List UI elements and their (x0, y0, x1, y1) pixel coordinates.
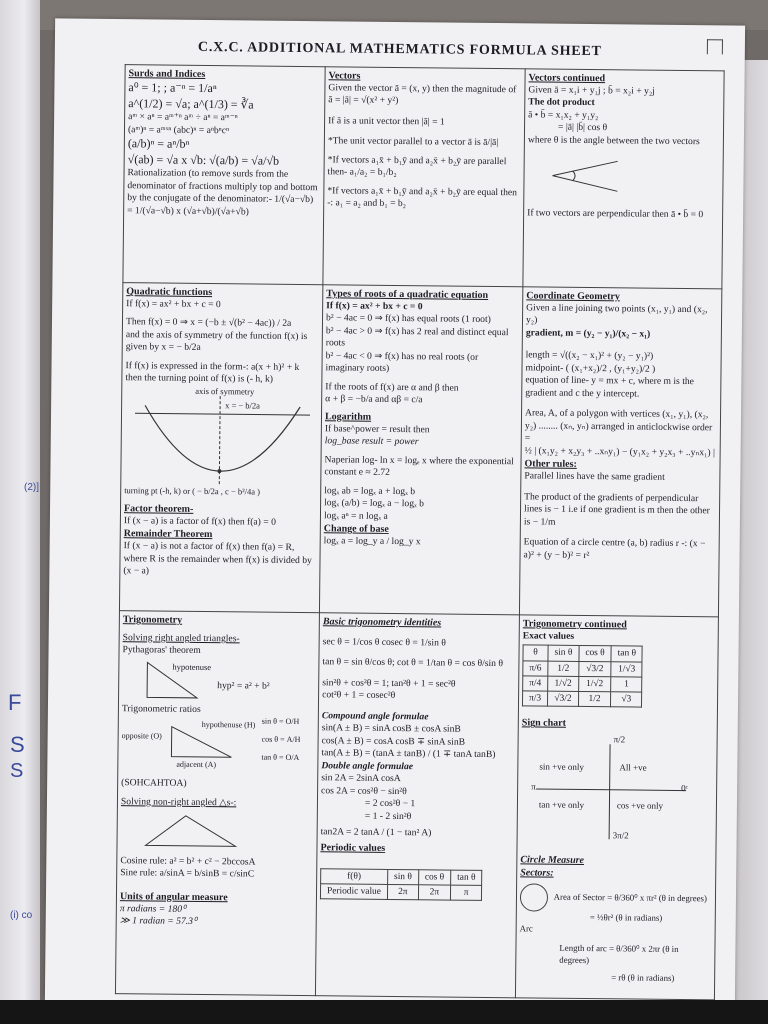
quadrant-label: tan +ve only (538, 799, 585, 811)
sign-chart (531, 734, 692, 846)
table-cell: √3/2 (548, 691, 579, 707)
axis-label: axis of symmetry (195, 385, 255, 397)
table-cell: √3 (611, 692, 642, 708)
section-heading: Units of angular measure (119, 890, 228, 904)
formula-line: Pythagoras' theorem (122, 644, 201, 657)
table-cell: 2π (387, 884, 418, 900)
sector-icon (520, 884, 548, 912)
formula-line: tan θ = sin θ/cos θ; cot θ = 1/tan θ = cos θ/sin θ (322, 656, 504, 670)
section-heading: Vectors continued (528, 72, 606, 85)
subheading: Exact values (522, 630, 575, 642)
cos-ratio: cos θ = A/H (261, 735, 301, 745)
tan-ratio: tan θ = O/A (261, 753, 300, 763)
formula-line: (aᵐ)ⁿ = aᵐˣⁿ (abc)ⁿ = aⁿbⁿcⁿ (127, 123, 230, 136)
table-cell: √3/2 (579, 661, 612, 677)
subheading: Solving right angled triangles- (122, 632, 240, 645)
formula-line: logₓ aⁿ = n logₓ a (323, 509, 388, 522)
margin-note: S (10, 732, 25, 757)
table-header-cell: sin θ (388, 869, 419, 885)
axis-equation: x = − b/2a (225, 400, 261, 411)
exact-values-table (522, 645, 643, 708)
section-heading: Coordinate Geometry (526, 290, 620, 303)
quadrant-label: π (531, 781, 536, 792)
formula-line: = 1 - 2 sin²θ (364, 810, 412, 822)
table-cell: 1/2 (578, 692, 611, 708)
periodic-values-table (320, 868, 483, 901)
formula-line: b² − 4ac > 0 ⇒ f(x) has 2 real and distinct equal roots (325, 325, 509, 349)
formula-line: cos 2A = cos²θ − sin²θ (321, 784, 407, 797)
table-cell: π/4 (523, 676, 548, 691)
formula-line: Parallel lines have the same gradient (524, 470, 665, 483)
axis-horizontal (536, 789, 686, 792)
formula-line: logₓ ab = logₓ a + logₓ b (324, 484, 416, 497)
trig-continued-section (515, 614, 718, 999)
formula-line: a^(1/2) = √a; a^(1/3) = ∛a (128, 95, 254, 112)
table-cell: 2π (418, 885, 451, 901)
formula-line: b² − 4ac = 0 ⇒ f(x) has equal roots (1 root) (325, 312, 491, 326)
formula-line: and the axis of symmetry of the function f(x) is given by x = − b/2a (125, 329, 308, 354)
vector-angle-icon (547, 153, 627, 200)
table-header-cell: cos θ (418, 869, 451, 885)
vectors-continued-section (522, 68, 723, 288)
vectors-section (322, 66, 524, 286)
section-heading: Types of roots of a quadratic equation (326, 288, 489, 301)
formula-line: sin(A ± B) = sinA cosB ± cosA sinB (321, 722, 461, 736)
section-heading: Other rules: (524, 458, 577, 471)
formula-line: Length of arc = θ/360⁰ x 2πr (θ in degrees) (559, 942, 679, 965)
formula-line: √(ab) = √a x √b: √(a/b) = √a/√b (127, 151, 280, 168)
formula-line: aᵐ × aⁿ = aᵐ⁺ⁿ aᵐ ÷ aⁿ = aᵐ⁻ⁿ (128, 111, 238, 124)
table-header-cell: cos θ (579, 646, 612, 662)
table-cell: 1/√2 (578, 676, 611, 692)
formula-line: ≫ 1 radian = 57.3⁰ (119, 915, 197, 928)
page-title: C.X.C. ADDITIONAL MATHEMATICS FORMULA SHEET (197, 39, 602, 60)
parabola-figure (124, 385, 317, 487)
formula-line: Given ā = x₁i + y₁j ; b̄ = x₂i + y₂j (528, 84, 655, 97)
right-triangle-figure (122, 657, 314, 705)
section-heading: Remainder Theorem (123, 528, 213, 541)
formula-line: cos(A ± B) = cosA cosB ∓ sinA sinB (321, 735, 466, 748)
formula-line: Given the vector ā = (x, y) then the magnitude of ā = |ā| = √(x² + y²) (328, 82, 517, 107)
quadrant-label: sin +ve only (539, 761, 584, 773)
formula-line: (SOHCAHTOA) (121, 777, 187, 790)
section-heading: Compound angle formulae (321, 710, 429, 723)
formula-line: The product of the gradients of perpendicular lines is − 1 i.e if one gradient is m then the other is − 1/m (523, 490, 710, 528)
formula-line: log_base result = power (324, 435, 419, 448)
table-cell: π/3 (522, 691, 547, 706)
formula-line: If (x − a) is a factor of f(x) then f(a) = 0 (123, 515, 276, 528)
formula-line: If ā is a unit vector then |ā| = 1 (328, 115, 445, 128)
section-heading: Change of base (323, 523, 389, 535)
formula-line: *If vectors a₁x̄ + b₁ȳ and a₂x̄ + b₂ȳ are equal then -: a₁ = a₂ and b₁ = b₂ (327, 185, 518, 210)
sine-rule: Sine rule: a/sinA = b/sinB = c/sinC (120, 867, 255, 880)
formula-line: If f(x) = ax² + bx + c = 0 (326, 300, 423, 313)
identities-section (315, 612, 519, 997)
section-heading: Circle Measure (520, 854, 585, 867)
circle-equation: Equation of a circle centre (a, b) radius r -: (x − a)² + (y − b)² = r² (523, 536, 706, 561)
surds-section (122, 64, 324, 284)
section-heading: Trigonometry continued (522, 618, 627, 631)
coordinate-geometry-section (519, 286, 721, 616)
opposite-label: opposite (O) (121, 731, 162, 741)
formula-line: *If vectors a₁x̄ + b₁ȳ and a₂x̄ + b₂ȳ are parallel then- a₁/a₂ = b₁/b₂ (327, 154, 507, 179)
hypotenuse-label: hypothenuse (H) (201, 720, 256, 730)
formula-line: *The unit vector parallel to a vector ā is ā/|ā| (327, 135, 499, 149)
section-heading: Vectors (328, 70, 361, 82)
formula-grid (115, 64, 725, 1000)
corner-mark (707, 39, 723, 54)
section-heading: Trigonometry (122, 614, 183, 626)
formula-line: (a/b)ⁿ = aⁿ/bⁿ (127, 136, 190, 151)
formula-line: Area of Sector = θ/360⁰ x πr² (θ in degrees) (553, 892, 707, 904)
perpendicular-rule: If two vectors are perpendicular then ā • b̄ = 0 (527, 207, 704, 221)
table-cell: 1 (611, 677, 642, 693)
formula-line: equation of line- y = mx + c, where m is the gradient and c the y intercept. (525, 374, 694, 400)
formula-line: = |ā| |b̄| cos θ (557, 122, 608, 134)
formula-line: The dot product (528, 96, 595, 109)
formula-line: If f(x) = ax² + bx + c = 0 (126, 298, 221, 311)
formula-line: sin²θ + cos²θ = 1; tan²θ + 1 = sec²θ (322, 677, 456, 690)
table-cell: 1/√3 (611, 661, 642, 677)
axis-vertical (609, 745, 611, 840)
parabola-graph (124, 385, 315, 487)
table-header-cell: f(θ) (321, 868, 388, 884)
formula-line: logₓ (a/b) = logₓ a − logₓ b (324, 497, 425, 510)
section-heading: Quadratic functions (126, 286, 213, 299)
formula-line: If f(x) is expressed in the form-: a(x + h)² + k then the turning point of f(x) is (- h, k) (125, 360, 300, 386)
adjacent-label: adjacent (A) (176, 760, 217, 770)
formula-line: If base^power = result then (324, 423, 430, 436)
section-heading: Factor theorem- (123, 503, 194, 515)
margin-note: S (10, 760, 24, 782)
table-cell: 1/2 (548, 661, 579, 677)
formula-line: = 2 cos²θ − 1 (364, 797, 416, 810)
triangle-icon (140, 811, 240, 852)
formula-sheet (45, 18, 745, 1007)
table-cell: π (450, 885, 481, 901)
table-header-cell: sin θ (548, 646, 579, 662)
quadrant-label: All +ve (619, 762, 647, 773)
subheading: Sectors: (520, 867, 554, 880)
formula-line: logₓ a = log_y a / log_y x (323, 535, 421, 548)
formula-line: cot²θ + 1 = cosec²θ (322, 689, 396, 702)
quadratic-section (119, 282, 322, 612)
formula-line: = rθ (θ in radians) (611, 972, 675, 983)
formula-line: ½ | (x₁y₂ + x₂y₃ + ..xₙy₁) − (y₁x₂ + y₂x₃ + ..yₙx₁) | (524, 445, 716, 459)
formula-line: sin 2A = 2sinA cosA (321, 772, 401, 785)
formula-line: length = √((x₂ − x₁)² + (y₂ − y₁)²) (525, 349, 654, 363)
background-notebook-left (0, 0, 40, 1024)
formula-line: b² − 4ac < 0 ⇒ f(x) has no real roots (or imaginary roots) (325, 350, 479, 375)
rationalization-text: Rationalization (to remove surds from the denominator of fractions multiply top and bottom by the conjugate of the denominator:- 1/(√a−√b) = 1/(√a−√b) x (√a+√b)/(√a+√b) (127, 167, 318, 218)
section-heading: Surds and Indices (128, 68, 206, 80)
trig-ratios-figure (121, 716, 314, 780)
formula-line: ā • b̄ = x₁x₂ + y₁y₂ (528, 109, 599, 122)
formula-line: tan(A ± B) = (tanA ± tanB) / (1 ∓ tanA tanB) (321, 747, 496, 761)
arc-label: Arc (519, 923, 533, 934)
table-header-cell: tan θ (451, 870, 482, 886)
section-heading: Basic trigonometry identities (322, 616, 442, 629)
formula-line: α + β = −b/a and αβ = c/a (325, 393, 423, 406)
formula-line: Naperian log- ln x = logₑ x where the exponential constant e ≈ 2.72 (324, 453, 514, 479)
sector-area (520, 884, 711, 914)
turning-point: turning pt (-h, k) or ( − b/2a , c − b²/4a ) (124, 484, 261, 497)
section-heading: Logarithm (324, 411, 372, 423)
table-cell: 1/√2 (548, 676, 579, 692)
formula-line: Given a line joining two points (x₁, y₁) and (x₂, y₂) (525, 302, 708, 326)
margin-note: (2)] (24, 482, 39, 493)
formula-line: Trigonometric ratios (121, 703, 201, 715)
formula-line: If (x − a) is not a factor of f(x) then f(a) = R, where R is the remainder when f(x) is divided by (x − a) (123, 540, 312, 577)
table-cell: π/6 (523, 661, 548, 676)
formula-line: a⁰ = 1; ; a⁻ⁿ = 1/aⁿ (128, 80, 217, 96)
quadrant-label: cos +ve only (616, 800, 664, 812)
hypotenuse-label: hypotenuse (172, 661, 212, 673)
formula-line: π radians = 180⁰ (119, 902, 186, 915)
formula-line: where θ is the angle between the two vectors (527, 134, 700, 148)
formula-line: tan2A = 2 tanA / (1 − tan² A) (320, 826, 432, 839)
section-heading: Sign chart (521, 717, 567, 730)
formula-line: Then f(x) = 0 ⇒ x = (−b ± √(b² − 4ac)) / 2a (125, 316, 292, 330)
formula-line: If the roots of f(x) are α and β then (325, 381, 459, 394)
trigonometry-section (115, 610, 319, 995)
table-header-cell: θ (523, 645, 548, 660)
subheading: Solving non-right angled △s-: (120, 796, 237, 809)
pythagoras-eq: hyp² = a² + b² (217, 680, 270, 692)
quadrant-label: π/2 (613, 734, 626, 745)
formula-line: Area, A, of a polygon with vertices (x₁, y₁), (x₂, y₂) ........ (xₙ, yₙ) arranged in anticlockwise order = (524, 407, 713, 444)
quadrant-label: 0ᶜ (681, 783, 688, 794)
table-header-cell: tan θ (611, 646, 642, 662)
margin-note: (i) co (10, 910, 33, 921)
formula-line: midpoint- ( (x₁+x₂)/2 , (y₁+y₂)/2 ) (525, 362, 656, 375)
margin-note: F (8, 690, 22, 715)
sin-ratio: sin θ = O/H (261, 717, 300, 727)
section-heading: Periodic values (320, 841, 386, 854)
section-heading: Double angle formulae (321, 759, 414, 772)
quadrant-label: 3π/2 (612, 830, 629, 841)
formula-line: sec θ = 1/cos θ cosec θ = 1/sin θ (322, 636, 446, 649)
formula-line: gradient, m = (y₂ − y₁)/(x₂ − x₁) (525, 327, 651, 340)
roots-log-section (319, 284, 522, 614)
table-cell: Periodic value (320, 884, 387, 900)
formula-line: = ½θr² (θ in radians) (589, 912, 663, 924)
cosine-rule: Cosine rule: a² = b² + c² − 2bccosA (120, 854, 256, 868)
bottom-edge (0, 1000, 768, 1024)
